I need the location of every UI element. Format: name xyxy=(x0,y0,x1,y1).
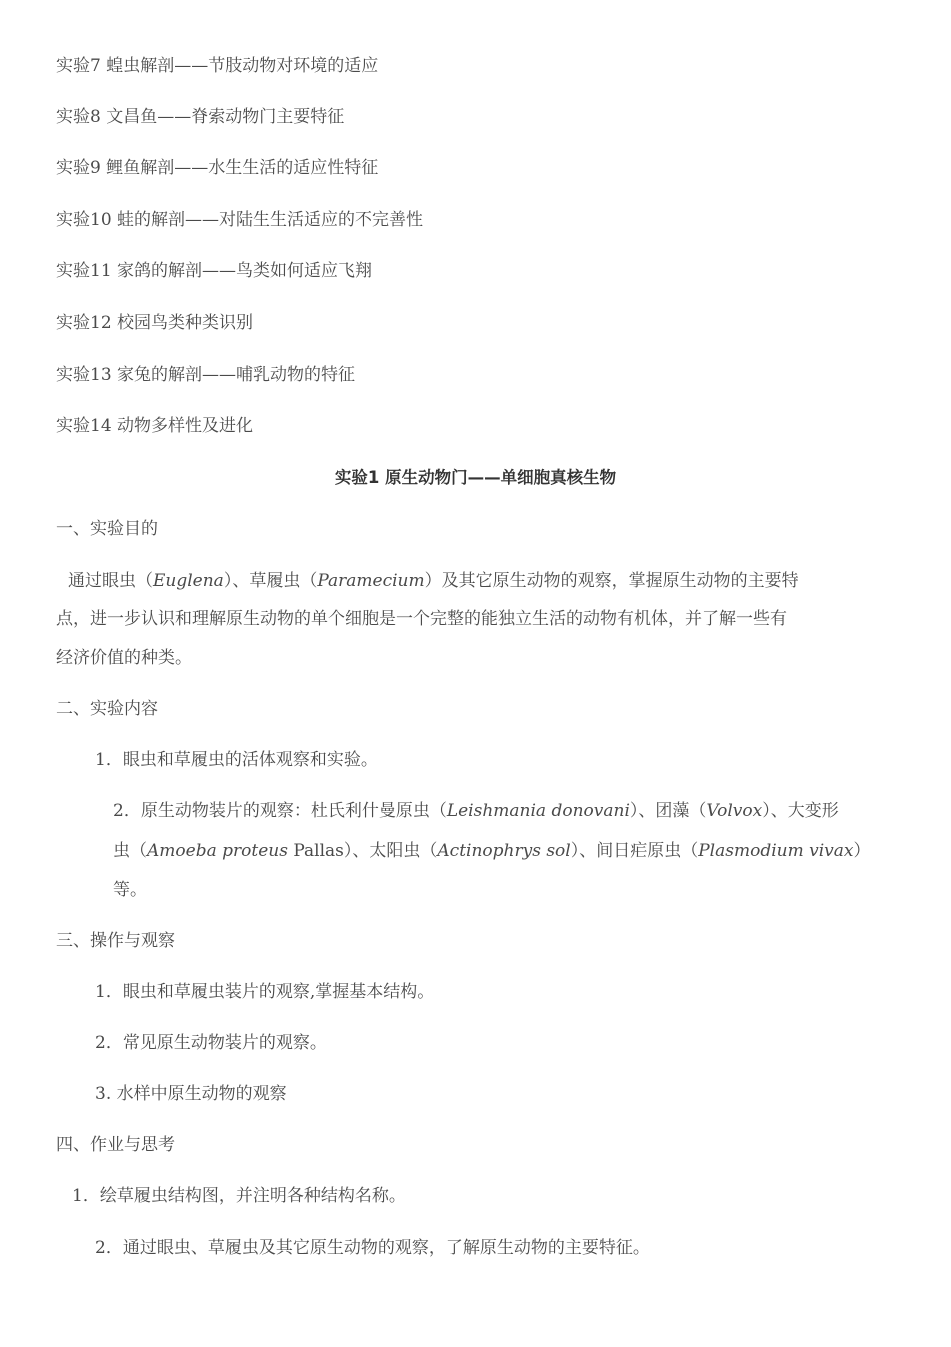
content-item-1: 1．眼虫和草履虫的活体观察和实验。 xyxy=(95,750,378,770)
item2-text-d: 虫（ xyxy=(113,841,147,861)
toc-item-10: 实验10 蛙的解剖——对陆生生活适应的不完善性 xyxy=(56,210,424,230)
toc-item-11: 实验11 家鸽的解剖——鸟类如何适应飞翔 xyxy=(56,261,373,281)
homework-item-2: 2．通过眼虫、草履虫及其它原生动物的观察，了解原生动物的主要特征。 xyxy=(95,1238,650,1258)
leishmania-name: Leishmania donovani xyxy=(446,801,630,821)
volvox-name: Volvox xyxy=(706,801,763,821)
item2-text-f: ）、间日疟原虫（ xyxy=(570,841,699,861)
heading-content: 二、实验内容 xyxy=(56,699,158,719)
paramecium-name: Paramecium xyxy=(317,571,425,591)
actinophrys-name: Actinophrys sol xyxy=(437,841,571,861)
purpose-line-2: 点，进一步认识和理解原生动物的单个细胞是一个完整的能独立生活的动物有机体，并了解一些有 xyxy=(56,609,787,629)
purpose-text-a: 通过眼虫（ xyxy=(68,571,153,591)
op-item-1: 1．眼虫和草履虫装片的观察,掌握基本结构。 xyxy=(95,982,435,1002)
pallas-author: Pallas xyxy=(287,841,344,861)
content-item-2-line-2 xyxy=(113,839,870,863)
toc-item-12: 实验12 校园鸟类种类识别 xyxy=(56,313,254,333)
item2-text-g: ） xyxy=(853,841,871,861)
toc-item-9: 实验9 鲤鱼解剖——水生生活的适应性特征 xyxy=(56,158,379,178)
purpose-text-b: ）、草履虫（ xyxy=(223,571,318,591)
homework-item-1: 1．绘草履虫结构图，并注明各种结构名称。 xyxy=(72,1186,406,1206)
op-item-3: 3. 水样中原生动物的观察 xyxy=(95,1084,287,1104)
item2-text-a: 2．原生动物装片的观察：杜氏利什曼原虫（ xyxy=(113,801,447,821)
toc-item-8: 实验8 文昌鱼——脊索动物门主要特征 xyxy=(56,107,345,127)
content-item-2-line-1 xyxy=(113,799,839,823)
heading-purpose: 一、实验目的 xyxy=(56,519,158,539)
op-item-2: 2．常见原生动物装片的观察。 xyxy=(95,1033,327,1053)
toc-item-7: 实验7 蝗虫解剖——节肢动物对环境的适应 xyxy=(56,56,379,76)
heading-operations: 三、操作与观察 xyxy=(56,931,175,951)
item2-text-e: ）、太阳虫（ xyxy=(343,841,438,861)
purpose-text-c: ）及其它原生动物的观察，掌握原生动物的主要特 xyxy=(424,571,799,591)
item2-text-b: ）、团藻（ xyxy=(629,801,707,821)
section-title: 实验1 原生动物门——单细胞真核生物 xyxy=(334,468,617,487)
purpose-line-3: 经济价值的种类。 xyxy=(56,648,192,668)
item2-text-c: ）、大变形 xyxy=(762,801,839,821)
purpose-line-1 xyxy=(68,569,799,593)
toc-item-13: 实验13 家兔的解剖——哺乳动物的特征 xyxy=(56,365,356,385)
plasmodium-name: Plasmodium vivax xyxy=(698,841,854,861)
euglena-name: Euglena xyxy=(153,571,224,591)
heading-homework: 四、作业与思考 xyxy=(56,1135,175,1155)
toc-item-14: 实验14 动物多样性及进化 xyxy=(56,416,254,436)
amoeba-name: Amoeba proteus xyxy=(147,841,288,861)
content-item-2-line-3: 等。 xyxy=(113,880,147,900)
